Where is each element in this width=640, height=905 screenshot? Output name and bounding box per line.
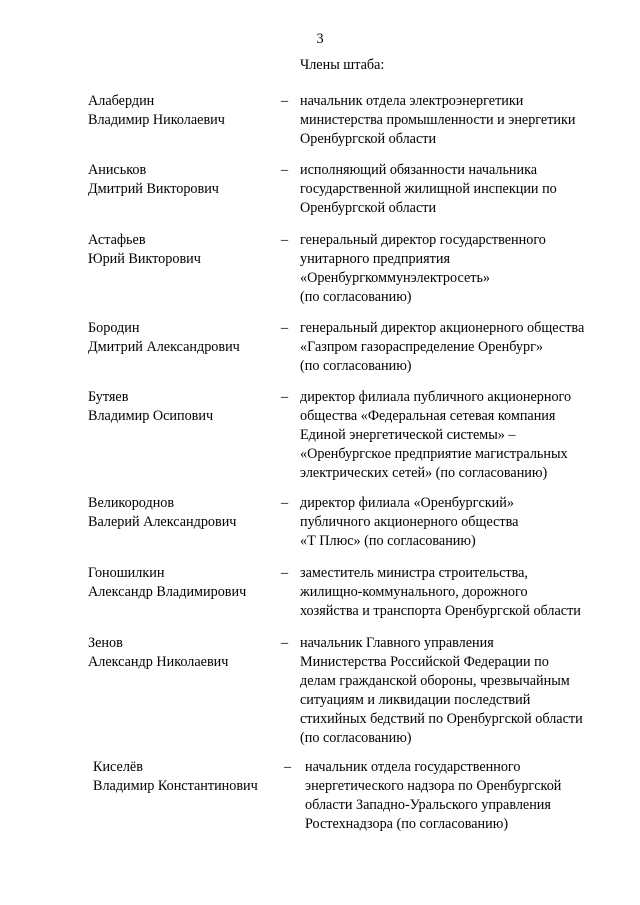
member-given-names: Владимир Осипович: [88, 408, 214, 424]
role-line: унитарного предприятия: [300, 251, 450, 267]
role-line: «Газпром газораспределение Оренбург»: [300, 339, 544, 355]
separator-dash: –: [284, 759, 292, 775]
role-line: начальник отдела электроэнергетики: [300, 93, 524, 109]
role-line: «Оренбургкоммунэлектросеть»: [300, 270, 491, 286]
role-line: общества «Федеральная сетевая компания: [300, 408, 556, 424]
member-name: [88, 634, 288, 672]
role-line: начальник отдела государственного: [305, 759, 521, 775]
member-name: [88, 231, 288, 269]
role-line: Единой энергетической системы» –: [300, 427, 516, 443]
member-given-names: Юрий Викторович: [88, 251, 201, 267]
separator-dash: –: [281, 93, 289, 109]
member-name: [88, 388, 288, 426]
member-given-names: Владимир Николаевич: [88, 112, 225, 128]
role-line: директор филиала публичного акционерного: [300, 389, 572, 405]
member-surname: Бородин: [88, 320, 140, 336]
role-line: государственной жилищной инспекции по: [300, 181, 557, 197]
separator-dash: –: [281, 320, 289, 336]
role-line: жилищно-коммунального, дорожного: [300, 584, 528, 600]
role-line: стихийных бедствий по Оренбургской области: [300, 711, 583, 727]
role-line: электрических сетей» (по согласованию): [300, 465, 548, 481]
member-role: [300, 319, 620, 376]
role-line: генеральный директор государственного: [300, 232, 546, 248]
role-line: энергетического надзора по Оренбургской: [305, 778, 562, 794]
separator-dash: –: [281, 232, 289, 248]
member-surname: Бутяев: [88, 389, 129, 405]
member-given-names: Александр Владимирович: [88, 584, 247, 600]
member-name: [88, 92, 288, 130]
member-given-names: Александр Николаевич: [88, 654, 229, 670]
role-line: Оренбургской области: [300, 200, 437, 216]
member-surname: Зенов: [88, 635, 123, 651]
member-given-names: Валерий Александрович: [88, 514, 237, 530]
member-surname: Великороднов: [88, 495, 175, 511]
role-line: «Оренбургское предприятие магистральных: [300, 446, 568, 462]
member-name: [93, 758, 293, 796]
member-given-names: Владимир Константинович: [93, 778, 258, 794]
role-line: директор филиала «Оренбургский»: [300, 495, 514, 511]
member-name: [88, 494, 288, 532]
member-name: [88, 319, 288, 357]
member-role: [300, 388, 620, 483]
member-role: [300, 634, 620, 748]
member-name: [88, 564, 288, 602]
role-line: хозяйства и транспорта Оренбургской области: [300, 603, 581, 619]
member-surname: Гоношилкин: [88, 565, 165, 581]
role-line: Министерства Российской Федерации по: [300, 654, 549, 670]
role-line: области Западно-Уральского управления: [305, 797, 551, 813]
role-line: (по согласованию): [300, 289, 412, 305]
member-surname: Алабердин: [88, 93, 155, 109]
role-line: «Т Плюс» (по согласованию): [300, 533, 476, 549]
role-line: начальник Главного управления: [300, 635, 494, 651]
member-role: [300, 231, 620, 307]
role-line: Ростехнадзора (по согласованию): [305, 816, 509, 832]
role-line: генеральный директор акционерного общества: [300, 320, 585, 336]
separator-dash: –: [281, 495, 289, 511]
role-line: публичного акционерного общества: [300, 514, 519, 530]
role-line: делам гражданской обороны, чрезвычайным: [300, 673, 570, 689]
separator-dash: –: [281, 635, 289, 651]
role-line: (по согласованию): [300, 358, 412, 374]
separator-dash: –: [281, 389, 289, 405]
member-surname: Киселёв: [93, 759, 143, 775]
role-line: Оренбургской области: [300, 131, 437, 147]
member-role: [300, 564, 620, 621]
role-line: (по согласованию): [300, 730, 412, 746]
member-surname: Аниськов: [88, 162, 147, 178]
member-role: [305, 758, 625, 834]
member-role: [300, 92, 620, 149]
member-given-names: Дмитрий Александрович: [88, 339, 240, 355]
member-name: [88, 161, 288, 199]
page-number: 3: [316, 31, 324, 47]
section-heading: Члены штаба:: [300, 57, 385, 73]
role-line: ситуациям и ликвидации последствий: [300, 692, 531, 708]
role-line: министерства промышленности и энергетики: [300, 112, 576, 128]
member-surname: Астафьев: [88, 232, 146, 248]
role-line: исполняющий обязанности начальника: [300, 162, 538, 178]
separator-dash: –: [281, 162, 289, 178]
separator-dash: –: [281, 565, 289, 581]
role-line: заместитель министра строительства,: [300, 565, 528, 581]
member-role: [300, 494, 620, 551]
member-given-names: Дмитрий Викторович: [88, 181, 219, 197]
member-role: [300, 161, 620, 218]
